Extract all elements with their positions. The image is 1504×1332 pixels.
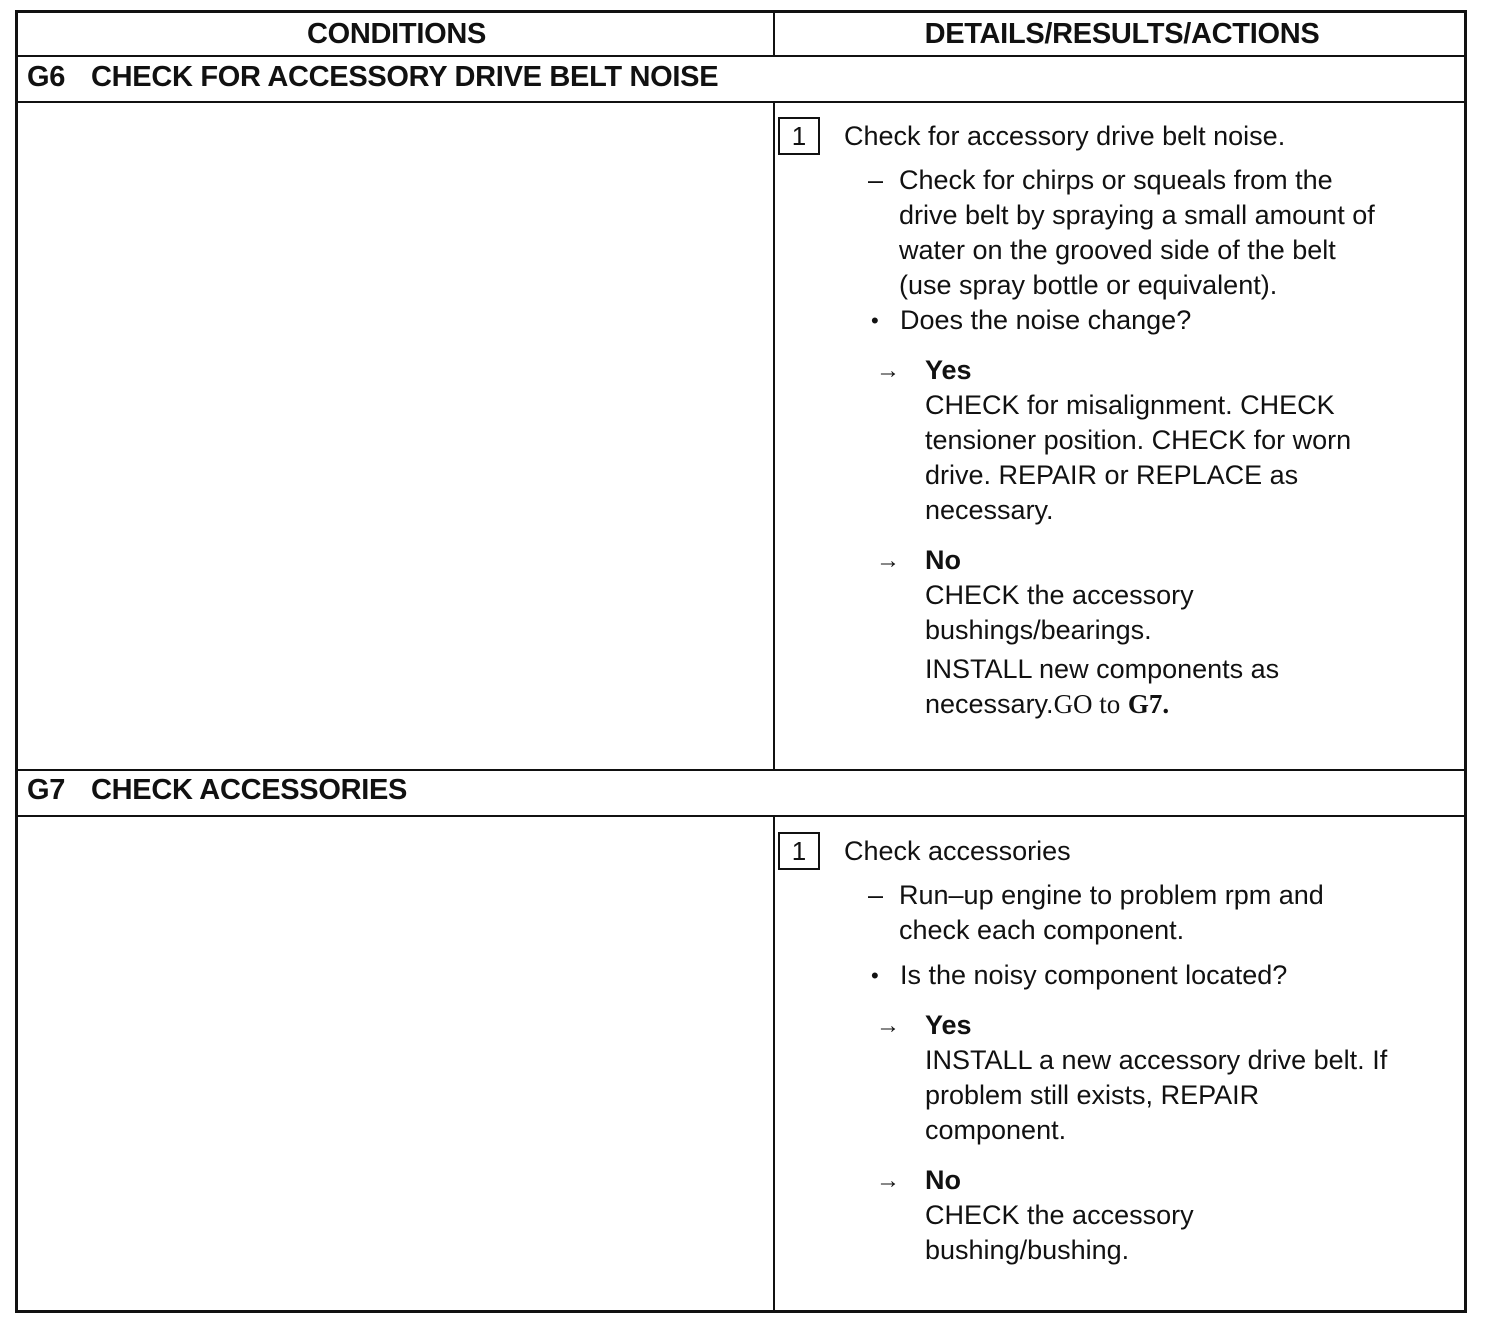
bullet-mark: •	[871, 963, 879, 988]
go-to-target: G7.	[1127, 689, 1170, 719]
details-block-g7	[778, 832, 1458, 1268]
section-title-text: CHECK FOR ACCESSORY DRIVE BELT NOISE	[91, 61, 719, 93]
answer-line: necessary.	[925, 495, 1054, 525]
bullet-mark: •	[871, 308, 879, 333]
details-block-g6	[778, 117, 1458, 722]
dash-item	[778, 163, 1458, 303]
answer-no	[778, 543, 1458, 722]
row-divider	[18, 815, 1464, 817]
dash-mark: –	[868, 880, 884, 910]
answer-line: INSTALL new components as	[925, 654, 1280, 684]
bullet-item	[778, 958, 1458, 993]
bullet-question: Is the noisy component located?	[900, 960, 1288, 990]
row-divider	[18, 55, 1464, 57]
step-row	[778, 832, 1458, 872]
step-row	[778, 117, 1458, 157]
answer-line: CHECK the accessory	[925, 580, 1194, 610]
row-divider	[18, 101, 1464, 103]
bullet-item	[778, 303, 1458, 338]
dash-line: water on the grooved side of the belt	[899, 235, 1336, 265]
arrow-icon: →	[876, 1167, 900, 1194]
dash-line: drive belt by spraying a small amount of	[899, 200, 1375, 230]
column-divider	[773, 101, 775, 771]
section-title-text: CHECK ACCESSORIES	[91, 774, 408, 806]
dash-line: Check for chirps or squeals from the	[899, 165, 1333, 195]
row-divider	[18, 769, 1464, 771]
section-title-g7	[27, 774, 407, 807]
section-code: G6	[27, 61, 66, 93]
column-divider	[773, 815, 775, 1313]
answer-line: bushings/bearings.	[925, 615, 1152, 645]
answer-line	[925, 687, 1458, 722]
arrow-icon: →	[876, 547, 900, 574]
answer-label: No	[925, 545, 961, 575]
answer-yes	[778, 353, 1458, 528]
answer-label: No	[925, 1165, 961, 1195]
go-to-text: GO to	[1053, 689, 1121, 719]
dash-line: Run–up engine to problem rpm and	[899, 880, 1324, 910]
arrow-icon: →	[876, 1012, 900, 1039]
answer-line: INSTALL a new accessory drive belt. If	[925, 1045, 1388, 1075]
answer-line: CHECK the accessory	[925, 1200, 1194, 1230]
step-text: Check for accessory drive belt noise.	[844, 121, 1286, 151]
bullet-question: Does the noise change?	[900, 305, 1192, 335]
step-number-box: 1	[778, 832, 820, 870]
step-number-box: 1	[778, 117, 820, 155]
dash-line: check each component.	[899, 915, 1185, 945]
answer-line-prefix: necessary.	[925, 689, 1054, 719]
arrow-icon: →	[876, 357, 900, 384]
answer-line: CHECK for misalignment. CHECK	[925, 390, 1335, 420]
dash-mark: –	[868, 165, 884, 195]
column-header-conditions: CONDITIONS	[306, 17, 487, 50]
column-divider	[773, 13, 775, 57]
answer-line: problem still exists, REPAIR	[925, 1080, 1260, 1110]
answer-line: tensioner position. CHECK for worn	[925, 425, 1352, 455]
section-title-g6	[27, 61, 718, 94]
step-text: Check accessories	[844, 836, 1071, 866]
section-code: G7	[27, 774, 66, 806]
dash-line: (use spray bottle or equivalent).	[899, 270, 1278, 300]
answer-line: drive. REPAIR or REPLACE as	[925, 460, 1299, 490]
answer-line: bushing/bushing.	[925, 1235, 1130, 1265]
answer-label: Yes	[925, 355, 972, 385]
answer-yes	[778, 1008, 1458, 1148]
column-header-details: DETAILS/RESULTS/ACTIONS	[924, 17, 1320, 50]
answer-no	[778, 1163, 1458, 1268]
dash-item	[778, 878, 1458, 948]
answer-line: component.	[925, 1115, 1067, 1145]
answer-label: Yes	[925, 1010, 972, 1040]
